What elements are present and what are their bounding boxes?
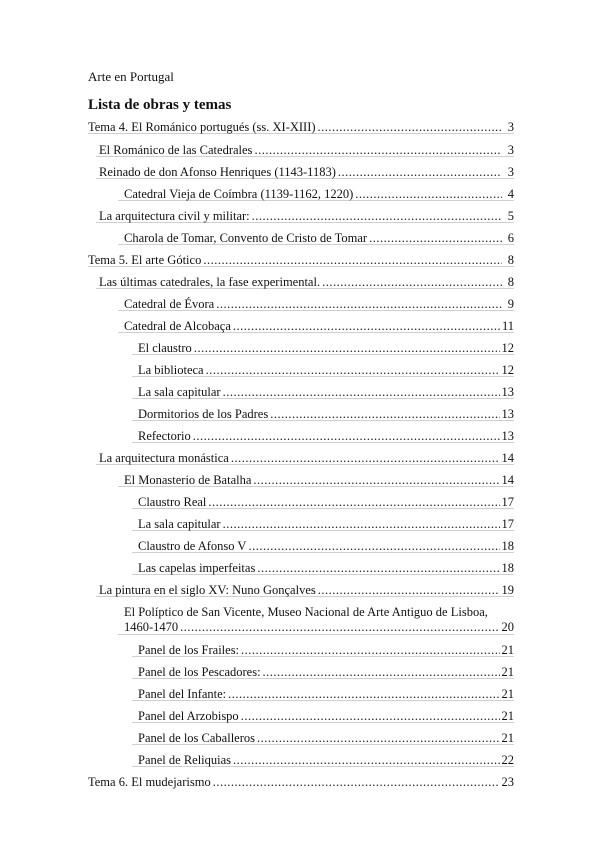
toc-entry[interactable] bbox=[138, 382, 514, 400]
toc-entry-text: Claustro de Afonso V bbox=[138, 539, 247, 553]
toc-entry[interactable] bbox=[138, 750, 514, 768]
toc-entry-page: 13 bbox=[501, 429, 514, 443]
dot-leader bbox=[216, 297, 502, 312]
toc-entry[interactable] bbox=[138, 558, 514, 576]
toc-entry-page: 12 bbox=[501, 341, 514, 355]
toc-entry-text: El Monasterio de Batalha bbox=[124, 473, 252, 487]
toc-entry-page: 6 bbox=[507, 231, 514, 245]
dot-leader bbox=[257, 561, 499, 576]
toc-entry[interactable] bbox=[138, 536, 514, 554]
dot-leader bbox=[208, 495, 499, 510]
toc-entry[interactable] bbox=[138, 338, 514, 356]
dot-leader bbox=[252, 209, 502, 224]
dot-leader bbox=[241, 643, 499, 658]
toc-entry[interactable] bbox=[138, 640, 514, 658]
toc-entry-page: 4 bbox=[507, 187, 514, 201]
toc-entry-page: 23 bbox=[501, 775, 514, 789]
toc-entry-page: 5 bbox=[507, 209, 514, 223]
dot-leader bbox=[270, 407, 499, 422]
dot-leader bbox=[203, 253, 502, 268]
toc-entry[interactable] bbox=[124, 228, 514, 246]
toc-entry-text: La biblioteca bbox=[138, 363, 204, 377]
document-header: Arte en Portugal bbox=[88, 69, 174, 84]
toc-entry[interactable] bbox=[99, 272, 514, 290]
toc-entry[interactable] bbox=[138, 662, 514, 680]
toc-entry-text: Catedral Vieja de Coímbra (1139-1162, 1220) bbox=[124, 187, 354, 201]
toc-entry-text: Tema 4. El Románico portugués (ss. XI-XIII) bbox=[88, 120, 316, 134]
toc-entry[interactable] bbox=[124, 184, 514, 202]
toc-entry-text: Charola de Tomar, Convento de Cristo de Tomar bbox=[124, 231, 368, 245]
toc-entry-page: 13 bbox=[501, 407, 514, 421]
toc-entry[interactable] bbox=[124, 316, 514, 334]
dot-leader bbox=[223, 385, 500, 400]
toc-entry-text: Catedral de Évora bbox=[124, 297, 215, 311]
dot-leader bbox=[253, 473, 499, 488]
dot-leader bbox=[322, 275, 502, 290]
toc-entry-page: 9 bbox=[507, 297, 514, 311]
dot-leader bbox=[241, 709, 500, 724]
dot-leader bbox=[213, 775, 500, 790]
toc-entry-text: Refectorio bbox=[138, 429, 191, 443]
toc-entry-page: 8 bbox=[507, 275, 514, 289]
toc-entry-text: El claustro bbox=[138, 341, 192, 355]
toc-entry-text: Reinado de don Afonso Henriques (1143-1183) bbox=[99, 165, 336, 179]
toc-entry-text: Tema 6. El mudejarismo bbox=[88, 775, 211, 789]
toc-entry-text: Tema 5. El arte Gótico bbox=[88, 253, 202, 267]
toc-entry-text: Panel de los Frailes: bbox=[138, 643, 240, 657]
toc-entry[interactable] bbox=[124, 294, 514, 312]
toc-entry-page: 19 bbox=[501, 583, 514, 597]
dot-leader bbox=[263, 665, 500, 680]
toc-entry-text: La arquitectura civil y militar: bbox=[99, 209, 250, 223]
toc-entry-page: 17 bbox=[501, 495, 514, 509]
toc-entry-page: 13 bbox=[501, 385, 514, 399]
toc-entry-text: El Románico de las Catedrales bbox=[99, 143, 253, 157]
dot-leader bbox=[223, 517, 500, 532]
toc-entry[interactable] bbox=[99, 162, 514, 180]
toc-entry-page: 17 bbox=[501, 517, 514, 531]
dot-leader bbox=[194, 341, 500, 356]
toc-entry-text-line2: 1460-1470 bbox=[124, 620, 179, 634]
toc-entry-text: La arquitectura monástica bbox=[99, 451, 229, 465]
toc-entry-page: 14 bbox=[501, 451, 514, 465]
toc-entry-text: Las últimas catedrales, la fase experimental. bbox=[99, 275, 321, 289]
dot-leader bbox=[355, 187, 502, 202]
toc-entry-text: Claustro Real bbox=[138, 495, 207, 509]
toc-entry-text: La pintura en el siglo XV: Nuno Gonçalves bbox=[99, 583, 316, 597]
toc-entry[interactable] bbox=[138, 404, 514, 422]
dot-leader bbox=[193, 429, 500, 444]
toc-entry-text: Panel del Arzobispo bbox=[138, 709, 239, 723]
toc-entry-text: La sala capitular bbox=[138, 517, 221, 531]
toc-entry-text: Catedral de Alcobaça bbox=[124, 319, 231, 333]
toc-entry-text: Las capelas imperfeitas bbox=[138, 561, 256, 575]
dot-leader bbox=[338, 165, 502, 180]
toc-entry-text: Dormitorios de los Padres bbox=[138, 407, 269, 421]
dot-leader bbox=[248, 539, 499, 554]
toc-entry[interactable] bbox=[138, 426, 514, 444]
dot-leader bbox=[180, 620, 499, 635]
toc-entry-page: 21 bbox=[501, 731, 514, 745]
dot-leader bbox=[318, 120, 502, 135]
toc-entry[interactable] bbox=[99, 580, 514, 598]
toc-entry[interactable] bbox=[99, 140, 514, 158]
toc-entry-text: La sala capitular bbox=[138, 385, 221, 399]
toc-entry-polyptych[interactable] bbox=[124, 601, 514, 635]
toc-entry[interactable] bbox=[138, 728, 514, 746]
toc-entry-page: 18 bbox=[501, 561, 514, 575]
toc-entry-text-line1: El Políptico de San Vicente, Museo Nacional de Arte Antiguo de Lisboa, bbox=[124, 605, 488, 619]
toc-entry[interactable] bbox=[138, 684, 514, 702]
toc-entry[interactable] bbox=[138, 706, 514, 724]
dot-leader bbox=[228, 687, 499, 702]
toc-entry-text: Panel del Infante: bbox=[138, 687, 227, 701]
dot-leader bbox=[233, 753, 499, 768]
toc-entry-page: 21 bbox=[501, 709, 514, 723]
dot-leader bbox=[369, 231, 502, 246]
toc-entry-page: 22 bbox=[501, 753, 514, 767]
toc-entry-text: Panel de Reliquias bbox=[138, 753, 232, 767]
toc-entry-page: 21 bbox=[501, 643, 514, 657]
toc-entry-page: 18 bbox=[501, 539, 514, 553]
toc-entry[interactable] bbox=[99, 206, 514, 224]
toc-title: Lista de obras y temas bbox=[88, 97, 232, 113]
toc-entry-tema-6[interactable] bbox=[88, 772, 514, 790]
toc-entry[interactable] bbox=[138, 360, 514, 378]
toc-entry-page: 11 bbox=[501, 319, 514, 333]
toc-entry[interactable] bbox=[138, 514, 514, 532]
dot-leader bbox=[231, 451, 500, 466]
toc-entry-tema-5[interactable] bbox=[88, 250, 514, 268]
toc-entry-page: 3 bbox=[507, 120, 514, 134]
toc-entry-text: Panel de los Caballeros bbox=[138, 731, 255, 745]
toc-entry[interactable] bbox=[124, 470, 514, 488]
toc-entry-page: 14 bbox=[501, 473, 514, 487]
dot-leader bbox=[233, 319, 500, 334]
dot-leader bbox=[257, 731, 500, 746]
toc-entry-text: Panel de los Pescadores: bbox=[138, 665, 261, 679]
toc-entry-page: 8 bbox=[507, 253, 514, 267]
dot-leader bbox=[254, 143, 502, 158]
toc-entry-page: 3 bbox=[507, 143, 514, 157]
toc-entry-page: 21 bbox=[501, 687, 514, 701]
toc-entry-page: 3 bbox=[507, 165, 514, 179]
dot-leader bbox=[318, 583, 500, 598]
dot-leader bbox=[206, 363, 500, 378]
toc-entry-page: 21 bbox=[501, 665, 514, 679]
toc-entry-page: 12 bbox=[501, 363, 514, 377]
toc-entry[interactable] bbox=[138, 492, 514, 510]
toc-entry-tema-4[interactable] bbox=[88, 117, 514, 135]
toc-entry[interactable] bbox=[99, 448, 514, 466]
toc-entry-page: 20 bbox=[501, 620, 514, 634]
